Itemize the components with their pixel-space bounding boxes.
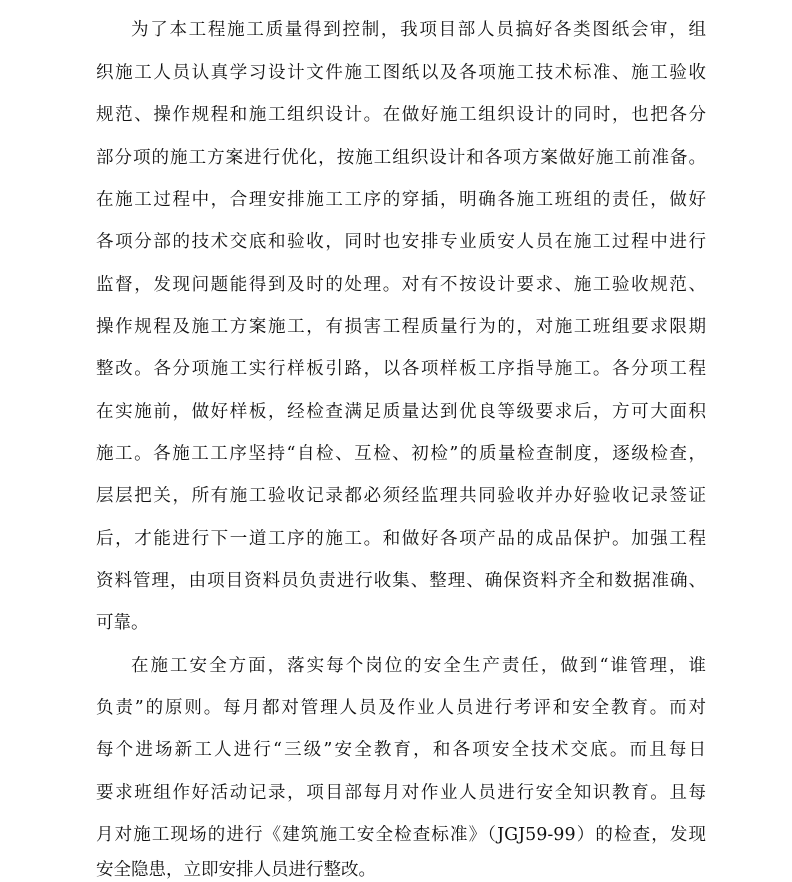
paragraph-1-line-2: 织施工人员认真学习设计文件施工图纸以及各项施工技术标准、施工验收 xyxy=(96,63,706,83)
paragraph-1-line-4: 部分项的施工方案进行优化，按施工组织设计和各项方案做好施工前准备。 xyxy=(96,148,706,168)
paragraph-2-line-5: 月对施工现场的进行《建筑施工安全检查标准》（JGJ59-99）的检查，发现 xyxy=(96,825,706,845)
paragraph-1-line-5: 在施工过程中，合理安排施工工序的穿插，明确各施工班组的责任，做好 xyxy=(96,190,706,210)
paragraph-1-line-8: 操作规程及施工方案施工，有损害工程质量行为的，对施工班组要求限期 xyxy=(96,317,706,337)
paragraph-2-line-2: 负责”的原则。每月都对管理人员及作业人员进行考评和安全教育。而对 xyxy=(96,698,706,718)
paragraph-1-line-1: 为了本工程施工质量得到控制，我项目部人员搞好各类图纸会审，组 xyxy=(131,20,706,40)
paragraph-1-line-7: 监督，发现问题能得到及时的处理。对有不按设计要求、施工验收规范、 xyxy=(96,275,706,295)
paragraph-1-line-14: 资料管理，由项目资料员负责进行收集、整理、确保资料齐全和数据准确、 xyxy=(96,571,706,591)
paragraph-1-line-9: 整改。各分项施工实行样板引路，以各项样板工序指导施工。各分项工程 xyxy=(96,359,706,379)
paragraph-1-line-11: 施工。各施工工序坚持“自检、互检、初检”的质量检查制度，逐级检查， xyxy=(96,444,706,464)
paragraph-2-line-4: 要求班组作好活动记录，项目部每月对作业人员进行安全知识教育。且每 xyxy=(96,783,706,803)
paragraph-1-line-6: 各项分部的技术交底和验收，同时也安排专业质安人员在施工过程中进行 xyxy=(96,232,706,252)
paragraph-2-line-1: 在施工安全方面，落实每个岗位的安全生产责任，做到“谁管理，谁 xyxy=(131,656,706,676)
paragraph-1-line-3: 规范、操作规程和施工组织设计。在做好施工组织设计的同时，也把各分 xyxy=(96,105,706,125)
paragraph-1-line-10: 在实施前，做好样板，经检查满足质量达到优良等级要求后，方可大面积 xyxy=(96,402,706,422)
paragraph-1-line-15: 可靠。 xyxy=(96,613,149,633)
paragraph-2-line-6: 安全隐患，立即安排人员进行整改。 xyxy=(96,860,376,880)
paragraph-1-line-12: 层层把关，所有施工验收记录都必须经监理共同验收并办好验收记录签证 xyxy=(96,486,706,506)
paragraph-2-line-3: 每个进场新工人进行“三级”安全教育，和各项安全技术交底。而且每日 xyxy=(96,740,706,760)
paragraph-1-line-13: 后，才能进行下一道工序的施工。和做好各项产品的成品保护。加强工程 xyxy=(96,529,706,549)
